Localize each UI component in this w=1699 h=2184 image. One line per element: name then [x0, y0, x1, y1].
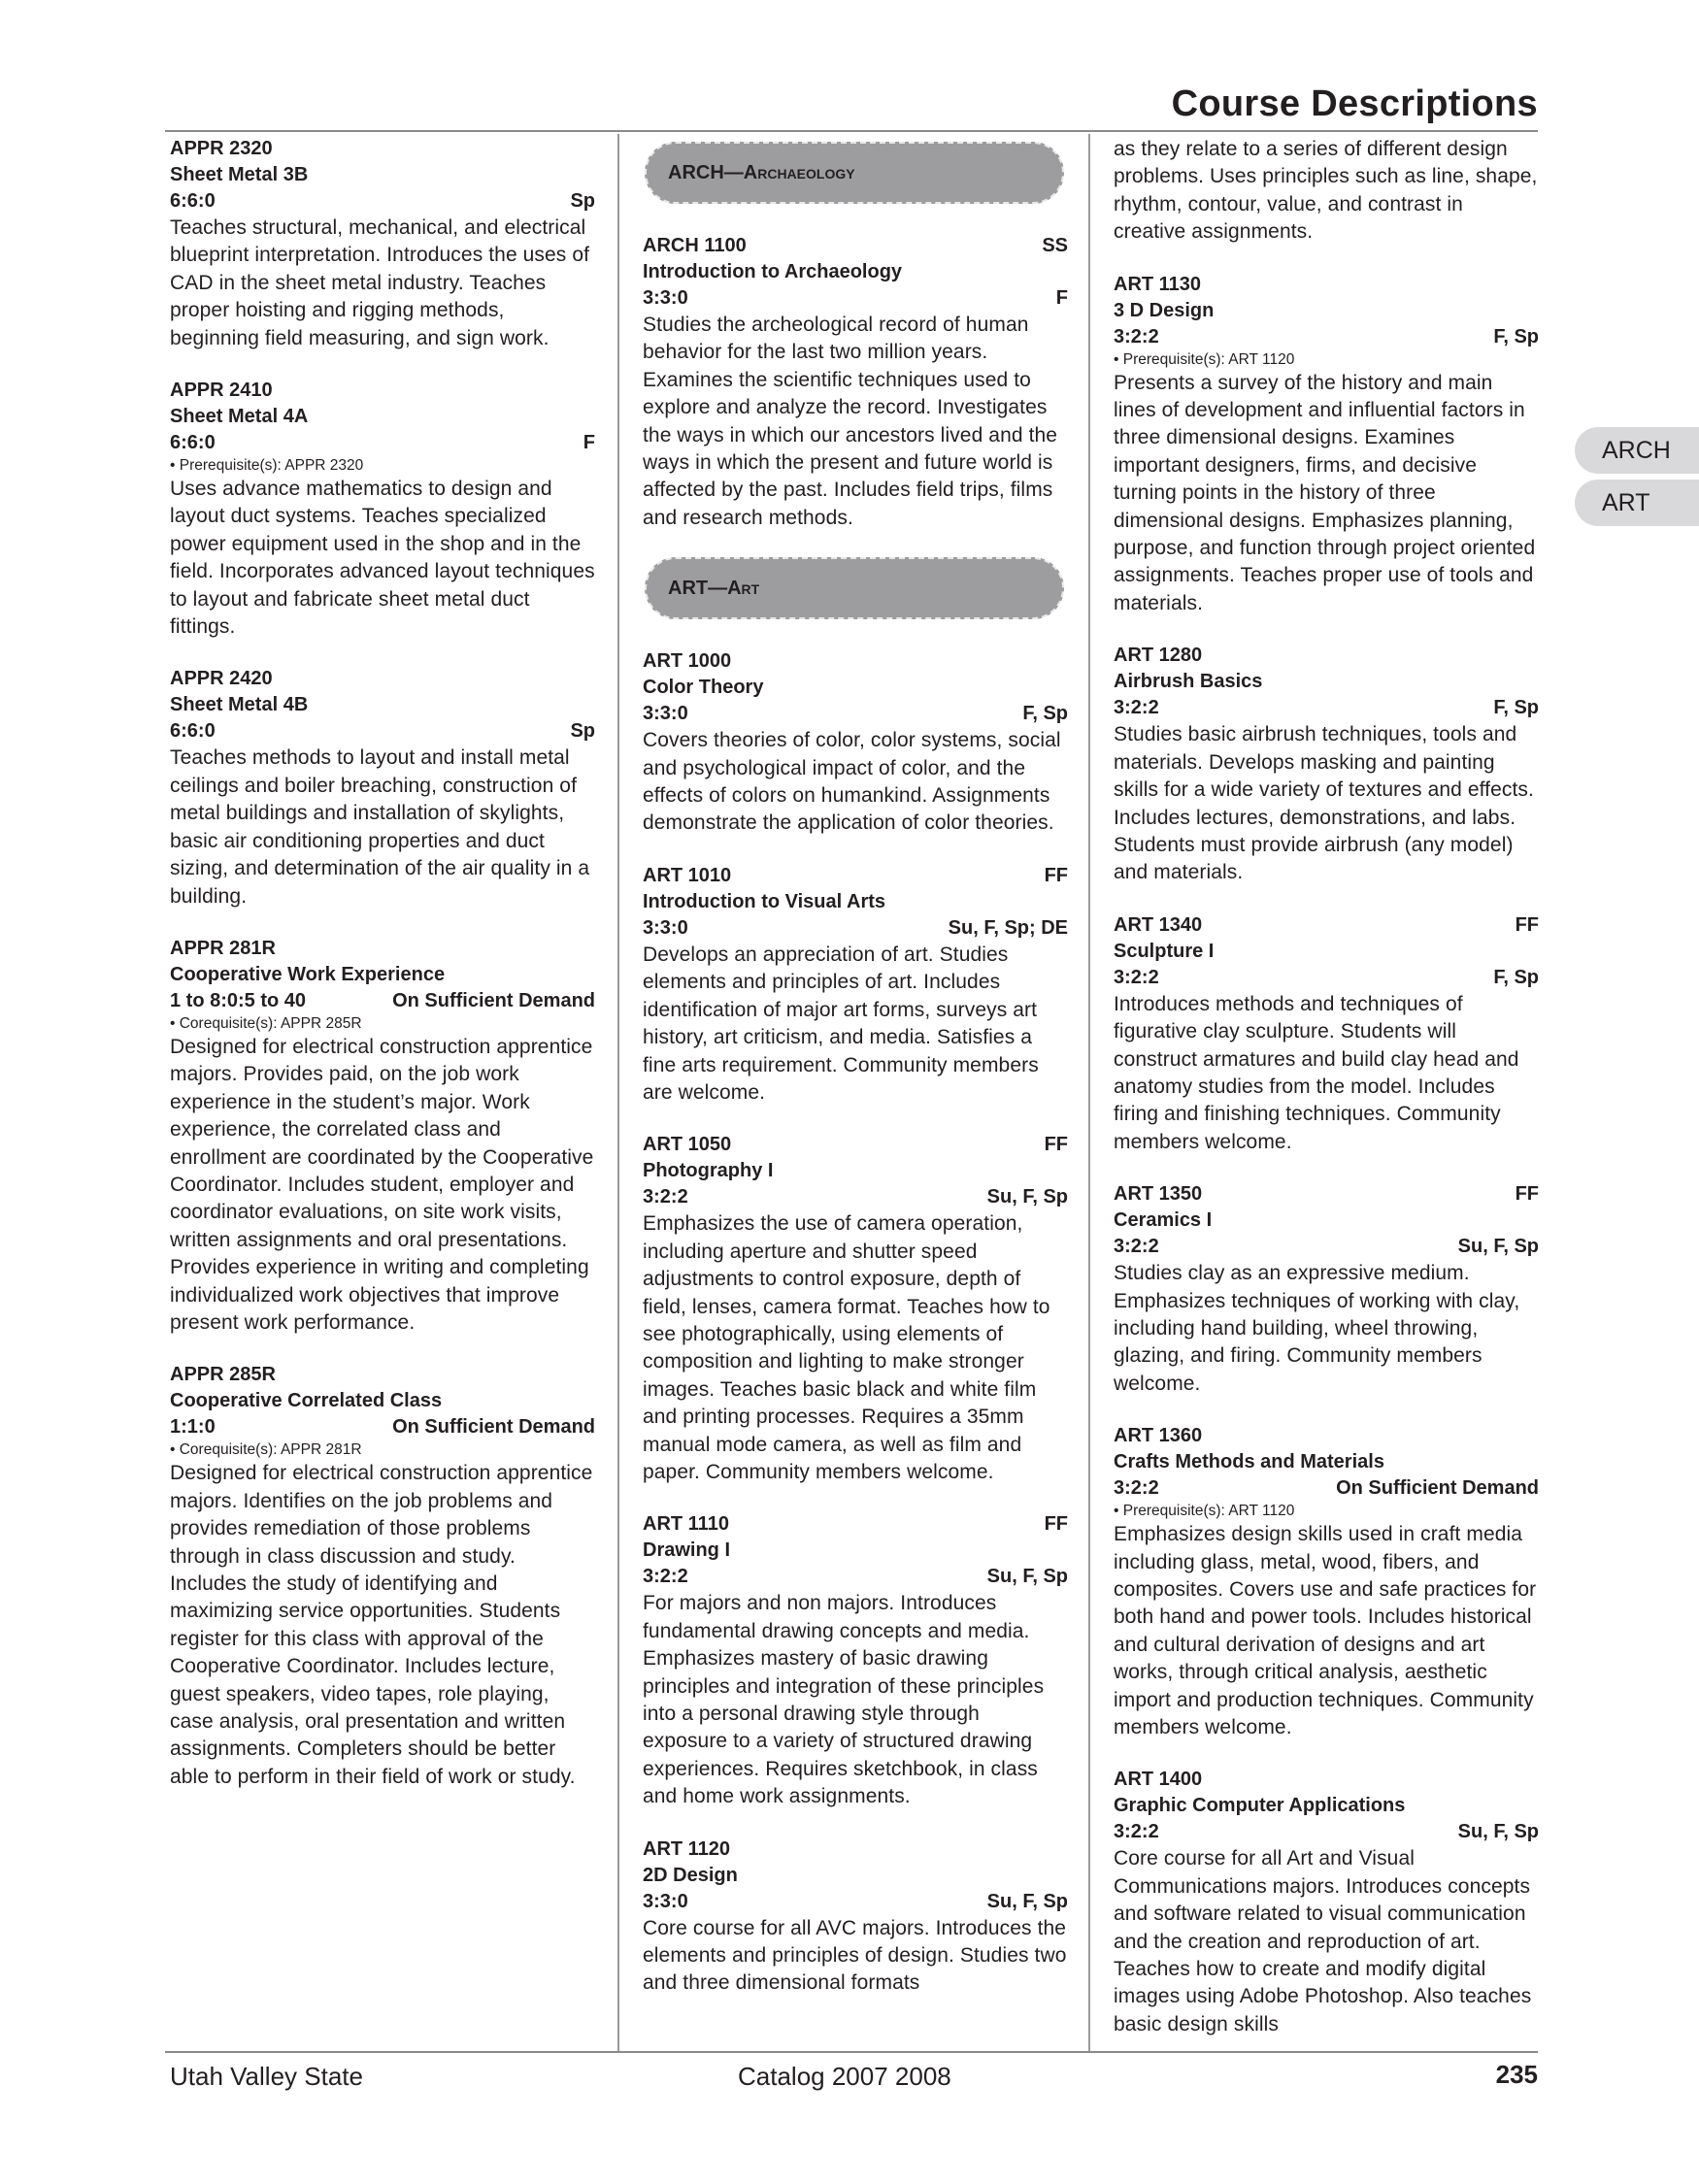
- course-title: Graphic Computer Applications: [1114, 1795, 1406, 1817]
- course-credits: 6:6:0: [170, 190, 216, 212]
- course-terms: Su, F, Sp: [986, 1186, 1068, 1208]
- course-entry: [643, 648, 1068, 838]
- art-course-list: [1114, 272, 1539, 2039]
- course-credits: 3:2:2: [1114, 697, 1159, 719]
- course-credits-row: [1114, 1234, 1539, 1260]
- course-credits-row: [1114, 965, 1539, 991]
- course-entry: [643, 1511, 1068, 1810]
- course-code: APPR 2410: [170, 380, 273, 402]
- course-code: ART 1350: [1114, 1183, 1203, 1206]
- course-code: ART 1000: [643, 650, 732, 673]
- course-code-row: [643, 233, 1068, 259]
- side-tab-arch[interactable]: ARCH: [1575, 427, 1699, 474]
- course-entry: [170, 1362, 595, 1791]
- course-entry: [170, 136, 595, 352]
- course-description: Core course for all Art and Visual Communications majors. Introduces concepts and software related to visual communication and the creation and reproduction of art. Teaches how to create and modify digital images using Adobe Photoshop. Also teaches basic design skills: [1114, 1847, 1532, 2035]
- course-title: Sheet Metal 4A: [170, 406, 309, 428]
- course-terms: Su, F, Sp: [1457, 1821, 1539, 1843]
- section-name: Art: [727, 577, 760, 599]
- column-divider: [1088, 134, 1090, 2053]
- course-credits: 3:2:2: [1114, 1236, 1159, 1258]
- course-description: Presents a survey of the history and main lines of development and influential factors in three dimensional designs. Examines important designers, firms, and decisive turning points in the history of three dimensional designs. Emphasizes planning, purpose, and function through project oriented assignments. Teaches proper use of tools and materials.: [1114, 371, 1536, 614]
- course-credits-row: [170, 188, 595, 215]
- course-code: ARCH 1100: [643, 235, 747, 256]
- course-description: Studies basic airbrush techniques, tools and materials. Develops masking and painting skills for a wide variety of textures and effects. Includes lectures, demonstrations, and labs. Students must provide airbrush (any model) and materials.: [1114, 723, 1534, 884]
- course-entry: [643, 1132, 1068, 1486]
- course-code-row: [643, 1132, 1068, 1158]
- course-terms: Sp: [570, 190, 595, 212]
- course-flag: FF: [1515, 913, 1539, 936]
- course-title: 2D Design: [643, 1864, 738, 1886]
- course-terms: Su, F, Sp: [986, 1890, 1068, 1912]
- course-terms: F: [583, 432, 595, 454]
- course-title: Color Theory: [643, 677, 764, 699]
- course-credits: 1 to 8:0:5 to 40: [170, 989, 307, 1011]
- course-terms: F, Sp: [1493, 697, 1539, 719]
- column-2: [643, 136, 1068, 2023]
- side-tab-art[interactable]: ART: [1575, 480, 1699, 526]
- arch-course-list: [643, 233, 1068, 532]
- course-entry: [1114, 643, 1539, 886]
- course-code: ART 1010: [643, 864, 732, 886]
- course-title: 3 D Design: [1114, 299, 1215, 321]
- course-terms: F: [1055, 287, 1068, 309]
- column-1: [170, 136, 595, 1816]
- course-credits: 1:1:0: [170, 1416, 216, 1439]
- course-description: Emphasizes design skills used in craft media including glass, metal, wood, fibers, and composites. Covers use and safe practices for both hand and power tools. Includes historical and cultural derivation of designs and art works, through critical analysis, aesthetic import and production techniques. Community members welcome.: [1114, 1523, 1537, 1739]
- continued-description: as they relate to a series of different design problems. Uses principles such as line, shape, rhythm, contour, value, and contrast in creative assignments.: [1114, 138, 1538, 244]
- course-credits-row: [643, 1184, 1068, 1210]
- course-description: Designed for electrical construction apprentice majors. Provides paid, on the job work experience in the student’s major. Work experience, the correlated class and enrollment are coordinated by the Cooperative Coordinator. Includes student, employer and coordinator evaluations, on site work visits, written assignments and oral presentations. Provides experience in writing and completing individualized work objectives that improve present work performance.: [170, 1035, 594, 1334]
- course-terms: F, Sp: [1493, 966, 1539, 988]
- course-code: ART 1280: [1114, 645, 1203, 667]
- course-credits: 3:2:2: [1114, 1821, 1159, 1843]
- course-description: Emphasizes the use of camera operation, including aperture and shutter speed adjustments to control exposure, depth of field, lenses, camera format. Teaches how to see photographically, using elements of composition and lighting to make stronger images. Teaches basic black and white film and printing processes. Requires a 35mm manual mode camera, as well as film and paper. Community members welcome.: [643, 1212, 1050, 1483]
- course-code-row: [170, 378, 595, 404]
- course-credits-row: [170, 1414, 595, 1440]
- section-name: Archaeology: [743, 161, 855, 183]
- course-title: Cooperative Work Experience: [170, 963, 446, 985]
- course-credits: 3:2:2: [1114, 966, 1159, 988]
- course-credits-row: [643, 1564, 1068, 1590]
- course-description: Core course for all AVC majors. Introduces the elements and principles of design. Studies two and three dimensional formats: [643, 1916, 1067, 1995]
- course-prerequisite: • Corequisite(s): APPR 281R: [170, 1441, 362, 1459]
- footer-rule: [165, 2051, 1538, 2053]
- course-code-row: [643, 1511, 1068, 1538]
- course-code: APPR 285R: [170, 1364, 276, 1386]
- course-code-row: [170, 666, 595, 692]
- course-title: Airbrush Basics: [1114, 671, 1263, 693]
- course-entry: [643, 1837, 1068, 1998]
- course-credits: 3:3:0: [643, 703, 688, 725]
- course-credits-row: [170, 430, 595, 456]
- course-code-row: [1114, 1181, 1539, 1208]
- column-divider: [617, 134, 619, 2053]
- course-entry: [1114, 912, 1539, 1156]
- course-description: Introduces methods and techniques of figurative clay sculpture. Students will construct armatures and build clay head and anatomy studies from the model. Includes firing and finishing techniques. Community members welcome.: [1114, 992, 1519, 1153]
- section-header-arch: [645, 142, 1064, 204]
- course-description: Designed for electrical construction apprentice majors. Identifies on the job problems and provides remediation of those problems through in class discussion and study. Includes the study of identifying and maximizing service opportunities. Students register for this class with approval of the Cooperative Coordinator. Includes lecture, guest speakers, video tapes, role playing, case analysis, oral presentation and written assignments. Completers should be better able to perform in their field of work or study.: [170, 1462, 593, 1788]
- course-flag: FF: [1515, 1183, 1539, 1206]
- course-flag: FF: [1044, 1134, 1068, 1156]
- course-credits-row: [1114, 1475, 1539, 1502]
- course-code-row: [643, 1837, 1068, 1863]
- course-title: Sculpture I: [1114, 940, 1215, 962]
- course-code-row: [643, 648, 1068, 675]
- course-code: APPR 2420: [170, 668, 273, 690]
- course-code-row: [170, 136, 595, 162]
- course-title: Sheet Metal 3B: [170, 164, 309, 185]
- course-entry: [170, 666, 595, 910]
- course-code-row: [170, 936, 595, 962]
- course-credits: 6:6:0: [170, 432, 216, 454]
- course-code-row: [1114, 1423, 1539, 1449]
- course-code-row: [1114, 912, 1539, 939]
- course-code: ART 1400: [1114, 1769, 1203, 1791]
- course-description: For majors and non majors. Introduces fundamental drawing concepts and media. Emphasizes mastery of basic drawing principles and integration of these principles into a personal drawing style through exposure to a variety of structured drawing experiences. Requires sketchbook, in class and home work assignments.: [643, 1592, 1045, 1808]
- footer-catalog: Catalog 2007 2008: [738, 2062, 951, 2091]
- course-title: Photography I: [643, 1160, 774, 1182]
- course-terms: Su, F, Sp: [1457, 1236, 1539, 1258]
- course-credits-row: [643, 701, 1068, 727]
- course-title: Drawing I: [643, 1539, 731, 1562]
- course-title: Introduction to Visual Arts: [643, 890, 886, 912]
- course-flag: SS: [1042, 235, 1068, 256]
- course-code: ART 1050: [643, 1134, 732, 1156]
- course-entry: [1114, 1181, 1539, 1398]
- page-number: 235: [1495, 2060, 1538, 2089]
- section-prefix: ART—: [668, 577, 728, 599]
- course-credits-row: [170, 718, 595, 745]
- course-entry: [1114, 1423, 1539, 1741]
- course-terms: On Sufficient Demand: [392, 989, 595, 1011]
- course-code-row: [643, 863, 1068, 889]
- course-flag: FF: [1044, 864, 1068, 886]
- course-prerequisite: • Prerequisite(s): ART 1120: [1114, 1503, 1295, 1520]
- course-entry: [170, 378, 595, 641]
- course-entry: [170, 936, 595, 1337]
- course-terms: Su, F, Sp; DE: [948, 916, 1068, 939]
- course-terms: On Sufficient Demand: [1336, 1477, 1539, 1500]
- course-entry: [1114, 272, 1539, 618]
- course-credits: 3:3:0: [643, 916, 688, 939]
- course-credits: 3:2:2: [643, 1566, 688, 1588]
- course-title: Cooperative Correlated Class: [170, 1390, 443, 1412]
- course-terms: Sp: [570, 720, 595, 743]
- course-terms: F, Sp: [1493, 325, 1539, 347]
- course-credits: 3:3:0: [643, 1890, 688, 1912]
- course-description: Studies the archeological record of human behavior for the last two million years. Examines the scientific techniques used to explore and analyze the record. Investigates the ways in which our ancestors lived and the ways in which the present and future world is affected by the past. Includes field trips, films and research methods.: [643, 314, 1058, 529]
- course-title: Ceramics I: [1114, 1209, 1213, 1232]
- course-credits: 3:2:2: [1114, 1477, 1159, 1500]
- course-entry: [643, 863, 1068, 1107]
- course-description: Teaches methods to layout and install metal ceilings and boiler breaching, construction of metal buildings and installation of skylights, basic air conditioning properties and duct sizing, and determination of the air quality in a building.: [170, 746, 590, 908]
- section-header-art: [645, 557, 1064, 619]
- course-credits-row: [170, 988, 595, 1014]
- course-flag: FF: [1044, 1513, 1068, 1536]
- course-credits-row: [1114, 324, 1539, 350]
- course-credits-row: [643, 915, 1068, 942]
- course-terms: F, Sp: [1022, 703, 1068, 725]
- course-terms: Su, F, Sp: [986, 1566, 1068, 1588]
- course-description: Uses advance mathematics to design and layout duct systems. Teaches specialized power equipment used in the shop and in the field. Incorporates advanced layout techniques to layout and fabricate sheet metal duct fittings.: [170, 478, 595, 639]
- course-prerequisite: • Prerequisite(s): APPR 2320: [170, 457, 364, 475]
- course-description: Develops an appreciation of art. Studies elements and principles of art. Includes identification of major art forms, surveys art history, art criticism, and media. Satisfies a fine arts requirement. Community members are welcome.: [643, 943, 1039, 1104]
- course-code-row: [1114, 643, 1539, 669]
- course-code: ART 1130: [1114, 273, 1202, 295]
- course-title: Sheet Metal 4B: [170, 694, 309, 716]
- course-credits-row: [643, 1889, 1068, 1915]
- course-code-row: [1114, 1767, 1539, 1793]
- course-terms: On Sufficient Demand: [392, 1416, 595, 1439]
- course-prerequisite: • Corequisite(s): APPR 285R: [170, 1014, 362, 1032]
- course-code: ART 1340: [1114, 913, 1203, 936]
- course-credits: 3:3:0: [643, 287, 688, 309]
- course-credits-row: [643, 285, 1068, 312]
- course-description: Teaches structural, mechanical, and electrical blueprint interpretation. Introduces the uses of CAD in the sheet metal industry. Teaches proper hoisting and rigging methods, beginning field measuring, and sign work.: [170, 216, 590, 349]
- art-course-list: [643, 648, 1068, 1998]
- course-description: Covers theories of color, color systems, social and psychological impact of color, and the effects of colors on humankind. Assignments demonstrate the application of color theories.: [643, 729, 1061, 835]
- footer-institution: Utah Valley State: [170, 2062, 363, 2091]
- course-code-row: [170, 1362, 595, 1388]
- course-credits-row: [1114, 1819, 1539, 1845]
- course-credits: 3:2:2: [643, 1186, 688, 1208]
- course-code: ART 1110: [643, 1513, 729, 1536]
- course-prerequisite: • Prerequisite(s): ART 1120: [1114, 350, 1295, 368]
- course-code: ART 1360: [1114, 1425, 1203, 1447]
- header-rule: [165, 130, 1538, 132]
- course-credits: 6:6:0: [170, 720, 216, 743]
- course-credits: 3:2:2: [1114, 325, 1159, 347]
- course-credits-row: [1114, 695, 1539, 721]
- course-entry: [643, 233, 1068, 532]
- page-title: Course Descriptions: [1171, 83, 1538, 124]
- section-prefix: ARCH—: [668, 161, 744, 183]
- course-code: APPR 281R: [170, 937, 276, 959]
- course-entry: [1114, 1767, 1539, 2038]
- course-title: Crafts Methods and Materials: [1114, 1451, 1384, 1473]
- course-code-row: [1114, 272, 1539, 298]
- course-code: ART 1120: [643, 1837, 731, 1860]
- course-title: Introduction to Archaeology: [643, 261, 903, 282]
- column-3: [1114, 136, 1539, 2064]
- course-code: APPR 2320: [170, 138, 273, 159]
- course-description: Studies clay as an expressive medium. Emphasizes techniques of working with clay, including hand building, wheel throwing, glazing, and firing. Community members welcome.: [1114, 1262, 1520, 1395]
